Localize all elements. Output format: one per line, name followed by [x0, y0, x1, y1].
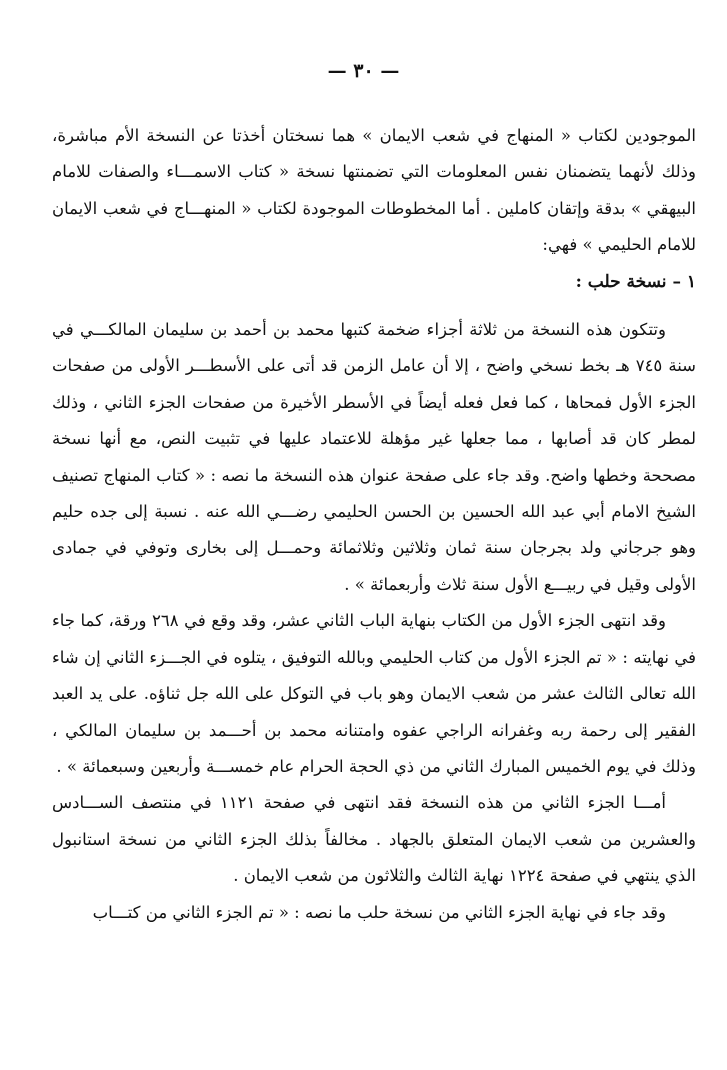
- page-number: — ٣٠ —: [327, 60, 400, 82]
- section-heading: ١ – نسخة حلب :: [575, 271, 696, 292]
- paragraph-1: وتتكون هذه النسخة من ثلاثة أجزاء ضخمة كتبها محمد بن أحمد بن سليمان المالكـــي في سنة ٧٤٥ هـ بخط نسخي واضح ، إلا أن عامل الزمن قد أتى على الأسطـــر الأولى من صفحات الجزء الأول فمحاها ، كما فعل فعله أيضاً في الأسطر الأخيرة من صفحات الجزء الثاني ، وذلك لمطر كان قد أصابها ، مما جعلها غير مؤهلة للاعتماد عليها في تثبيت النص، مع أنها نسخة مصححة وخطها واضح. وقد جاء على صفحة عنوان هذه النسخة ما نصه : « كتاب المنهاج تصنيف الشيخ الامام أبي عبد الله الحسين بن الحسن الحليمي رضـــي الله عنه . نسبة إلى جده حليم وهو جرجاني ولد بجرجان سنة ثمان وثلاثين وثلاثمائة وحمـــل إلى بخارى وتوفي في جمادى الأولى وقيل في ربيـــع الأول سنة ثلاث وأربعمائة » .: [52, 320, 696, 594]
- page-body: [52, 118, 696, 931]
- paragraph-4: وقد جاء في نهاية الجزء الثاني من نسخة حلب ما نصه : « تم الجزء الثاني من كتـــاب: [92, 902, 666, 922]
- intro-paragraph: الموجودين لكتاب « المنهاج في شعب الايمان » هما نسختان أخذتا عن النسخة الأم مباشرة، وذلك لأنهما يتضمنان نفس المعلومات التي تضمنتها نسخة « كتاب الاسمـــاء والصفات للامام البيهقي » بدقة وإتقان كاملين . أما المخطوطات الموجودة لكتاب « المنهـــاج في شعب الايمان للامام الحليمي » فهي:: [52, 126, 696, 255]
- paragraph-3: أمـــا الجزء الثاني من هذه النسخة فقد انتهى في صفحة ١١٢١ في منتصف الســـادس والعشرين من شعب الايمان المتعلق بالجهاد . مخالفاً بذلك الجزء الثاني من نسخة استانبول الذي ينتهي في صفحة ١٢٢٤ نهاية الثالث والثلاثون من شعب الايمان .: [52, 793, 696, 886]
- paragraph-2: وقد انتهى الجزء الأول من الكتاب بنهاية الباب الثاني عشر، وقد وقع في ٢٦٨ ورقة، كما جاء في نهايته : « تم الجزء الأول من كتاب الحليمي وبالله التوفيق ، يتلوه في الجـــزء الثاني إن شاء الله تعالى الثالث عشر من شعب الايمان وهو باب في التوكل على الله جل ثناؤه. على يد العبد الفقير إلى رحمة ربه وغفرانه الراجي عفوه وامتنانه محمد بن أحـــمد بن سليمان المالكي ، وذلك في يوم الخميس المبارك الثاني من ذي الحجة الحرام عام خمســـة وأربعين وسبعمائة » .: [52, 611, 696, 776]
